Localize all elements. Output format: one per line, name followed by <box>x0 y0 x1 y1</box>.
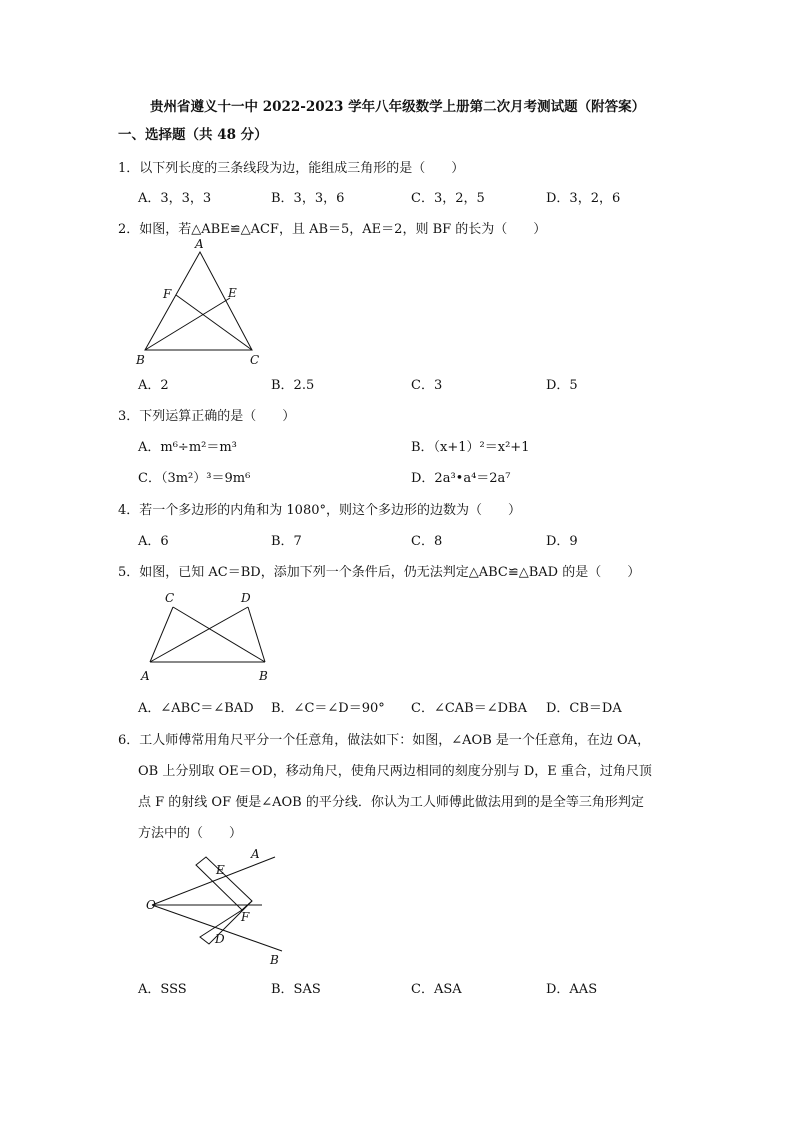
question-1-stem: 1．以下列长度的三条线段为边，能组成三角形的是（ ） <box>118 161 465 176</box>
label-o: O <box>146 898 156 912</box>
triangle-abc <box>145 252 252 350</box>
question-6-stem-line-1: 6．工人师傅常用角尺平分一个任意角，做法如下：如图，∠AOB 是一个任意角，在边 OA， <box>118 733 651 748</box>
label-b: B <box>136 353 145 367</box>
question-4-option-a[interactable]: A．6 <box>138 534 169 549</box>
label-a: A <box>141 669 150 683</box>
question-2-option-d[interactable]: D．5 <box>546 378 578 393</box>
question-1-option-b[interactable]: B．3，3，6 <box>271 191 345 206</box>
question-2-option-b[interactable]: B．2.5 <box>271 378 315 393</box>
label-c: C <box>165 591 175 605</box>
segment-da <box>150 607 248 662</box>
question-5-option-a[interactable]: A．∠ABC＝∠BAD <box>138 701 254 716</box>
question-5-stem: 5．如图，已知 AC＝BD，添加下列一个条件后，仍无法判定△ABC≌△BAD 的是（ ） <box>118 565 641 580</box>
question-3-option-a[interactable]: A．m⁶÷m²＝m³ <box>138 440 237 455</box>
question-1-option-a[interactable]: A．3，3，3 <box>138 191 212 206</box>
question-4-option-c[interactable]: C．8 <box>411 534 443 549</box>
question-6-option-a[interactable]: A．SSS <box>138 982 187 997</box>
label-b: B <box>270 953 279 967</box>
question-2-option-a[interactable]: A．2 <box>138 378 169 393</box>
question-6-stem-line-2: OB 上分别取 OE＝OD，移动角尺，使角尺两边相同的刻度分别与 D，E 重合，过角尺顶 <box>138 764 652 779</box>
question-6-option-b[interactable]: B．SAS <box>271 982 321 997</box>
question-3-option-d[interactable]: D．2a³•a⁴＝2a⁷ <box>411 471 511 486</box>
question-2-option-c[interactable]: C．3 <box>411 378 443 393</box>
label-f: F <box>163 287 172 301</box>
label-f: F <box>241 910 250 924</box>
label-d: D <box>215 932 225 946</box>
question-2-stem: 2．如图，若△ABE≌△ACF，且 AB＝5，AE＝2，则 BF 的长为（ ） <box>118 222 547 237</box>
label-e: E <box>216 863 225 877</box>
question-3-option-c[interactable]: C．（3m²）³＝9m⁶ <box>138 471 251 486</box>
question-5-figure <box>135 590 285 685</box>
question-6-stem-line-4: 方法中的（ ） <box>138 826 243 841</box>
question-6-figure <box>130 843 295 968</box>
question-6-option-d[interactable]: D．AAS <box>546 982 598 997</box>
segment-cf <box>176 295 252 350</box>
label-d: D <box>241 591 251 605</box>
label-a: A <box>251 847 260 861</box>
label-c: C <box>250 353 260 367</box>
label-b: B <box>259 669 268 683</box>
question-6-option-c[interactable]: C．ASA <box>411 982 462 997</box>
section-heading: 一、选择题（共 48 分） <box>118 127 268 143</box>
question-4-option-b[interactable]: B．7 <box>271 534 302 549</box>
question-3-stem: 3．下列运算正确的是（ ） <box>118 409 296 424</box>
question-6-stem-line-3: 点 F 的射线 OF 便是∠AOB 的平分线．你认为工人师傅此做法用到的是全等三角形判定 <box>138 795 644 810</box>
question-5-option-d[interactable]: D．CB＝DA <box>546 701 622 716</box>
label-a: A <box>195 237 204 251</box>
segment-ac <box>150 607 173 662</box>
question-2-figure <box>130 237 270 367</box>
question-4-option-d[interactable]: D．9 <box>546 534 578 549</box>
segment-be <box>145 298 230 350</box>
question-3-option-b[interactable]: B．（x+1）²＝x²+1 <box>411 440 530 455</box>
question-1-option-c[interactable]: C．3，2，5 <box>411 191 485 206</box>
document-title: 贵州省遵义十一中 2022-2023 学年八年级数学上册第二次月考测试题（附答案） <box>150 99 646 115</box>
question-5-option-c[interactable]: C．∠CAB＝∠DBA <box>411 701 527 716</box>
question-5-option-b[interactable]: B．∠C＝∠D＝90° <box>271 701 385 716</box>
segment-cb <box>173 607 265 662</box>
question-4-stem: 4．若一个多边形的内角和为 1080°，则这个多边形的边数为（ ） <box>118 503 521 518</box>
question-1-option-d[interactable]: D．3，2，6 <box>546 191 621 206</box>
label-e: E <box>228 286 237 300</box>
